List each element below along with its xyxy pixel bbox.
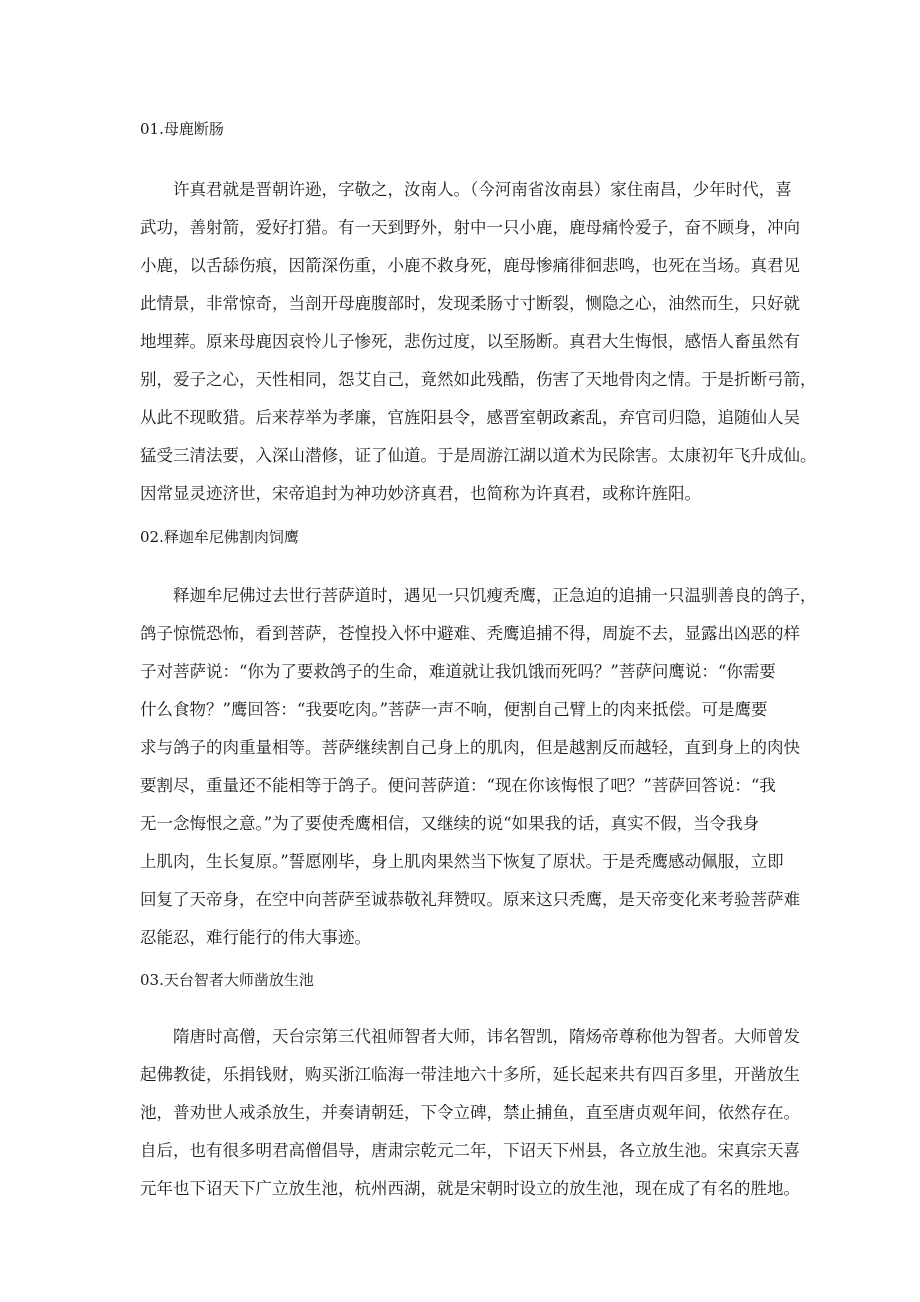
text-line: 无一念悔恨之意。”为了要使秃鹰相信，又继续的说“如果我的话，真实不假，当令我身 — [140, 814, 760, 833]
text-line: 许真君就是晋朝许逊，字敬之，汝南人。（今河南省汝南县）家住南昌，少年时代，喜 — [173, 180, 792, 199]
text-line: 上肌肉，生长复原。”誓愿刚毕，身上肌肉果然当下恢复了原状。于是秃鹰感动佩服，立即 — [140, 852, 784, 871]
text-line: 子对菩萨说：“你为了要救鸽子的生命，难道就让我饥饿而死吗？”菩萨问鹰说：“你需要 — [140, 662, 776, 681]
text-line: 自后，也有很多明君高僧倡导，唐肃宗乾元二年，下诏天下州县，各立放生池。宋真宗天喜 — [140, 1141, 800, 1160]
text-line: 别，爱子之心，天性相同，怨艾自己，竟然如此残酷，伤害了天地骨肉之情。于是折断弓箭， — [140, 370, 817, 389]
section-body-3 — [140, 1018, 800, 1208]
text-line: 池，普劝世人戒杀放生，并奏请朝廷，下令立碑，禁止捕鱼，直至唐贞观年间，依然存在。 — [140, 1103, 800, 1122]
text-line: 什么食物？”鹰回答：“我要吃肉。”菩萨一声不响，便割自己臂上的肉来抵偿。可是鹰要 — [140, 700, 768, 719]
text-line: 武功，善射箭，爱好打猎。有一天到野外，射中一只小鹿，鹿母痛怜爱子，奋不顾身，冲向 — [140, 218, 800, 237]
section-title-3: 03.天台智者大师凿放生池 — [140, 971, 314, 989]
text-line: 地埋葬。原来母鹿因哀怜儿子惨死，悲伤过度，以至肠断。真君大生悔恨，感悟人畜虽然有 — [140, 332, 800, 351]
text-line: 猛受三清法要，入深山潜修，证了仙道。于是周游江湖以道术为民除害。太康初年飞升成仙。 — [140, 446, 817, 465]
section-body-2 — [140, 577, 817, 957]
text-line: 从此不现畋猎。后来荐举为孝廉，官旌阳县令，感晋室朝政紊乱，弃官司归隐，追随仙人吴 — [140, 408, 800, 427]
text-line: 求与鸽子的肉重量相等。菩萨继续割自己身上的肌肉，但是越割反而越轻，直到身上的肉快 — [140, 738, 800, 757]
section-title-2: 02.释迦牟尼佛割肉饲鹰 — [140, 528, 299, 546]
text-line: 释迦牟尼佛过去世行菩萨道时，遇见一只饥瘦秃鹰，正急迫的追捕一只温驯善良的鸽子， — [173, 586, 817, 605]
text-line: 忍能忍，难行能行的伟大事迹。 — [140, 928, 371, 947]
text-line: 鸽子惊慌恐怖，看到菩萨，苍惶投入怀中避难、秃鹰追捕不得，周旋不去，显露出凶恶的样 — [140, 624, 800, 643]
text-line: 起佛教徒，乐捐钱财，购买浙江临海一带洼地六十多所，延长起来共有四百多里，开凿放生 — [140, 1065, 800, 1084]
text-line: 隋唐时高僧，天台宗第三代祖师智者大师，讳名智凯，隋炀帝尊称他为智者。大师曾发 — [173, 1027, 800, 1046]
text-line: 小鹿，以舌舔伤痕，因箭深伤重，小鹿不救身死，鹿母惨痛徘徊悲鸣，也死在当场。真君见 — [140, 256, 800, 275]
text-line: 要割尽，重量还不能相等于鸽子。便问菩萨道：“现在你该悔恨了吧？”菩萨回答说：“我 — [140, 776, 776, 795]
section-title-1: 01.母鹿断肠 — [140, 120, 224, 138]
text-line: 元年也下诏天下广立放生池，杭州西湖，就是宋朝时设立的放生池，现在成了有名的胜地。 — [140, 1179, 800, 1198]
section-body-1 — [140, 171, 817, 513]
text-line: 回复了天帝身，在空中向菩萨至诚恭敬礼拜赞叹。原来这只秃鹰，是天帝变化来考验菩萨难 — [140, 890, 800, 909]
text-line: 此情景，非常惊奇，当剖开母鹿腹部时，发现柔肠寸寸断裂，恻隐之心，油然而生，只好就 — [140, 294, 800, 313]
text-line: 因常显灵迹济世，宋帝追封为神功妙济真君，也简称为许真君，或称许旌阳。 — [140, 484, 701, 503]
